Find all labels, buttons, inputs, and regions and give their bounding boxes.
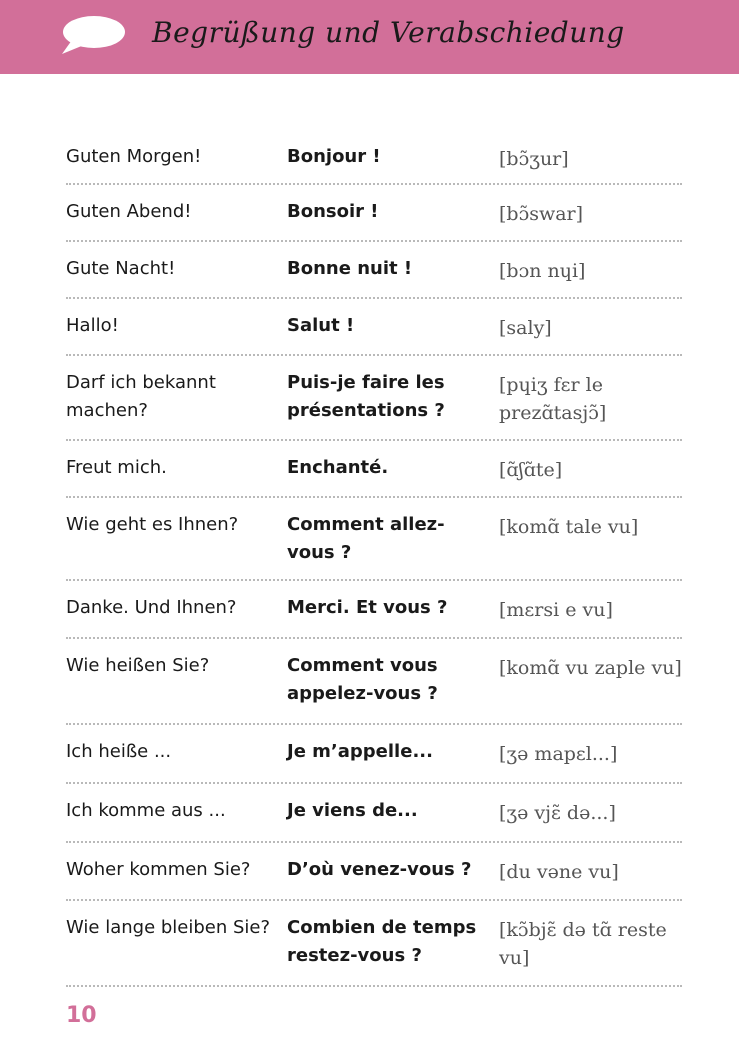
table-row — [66, 581, 682, 639]
french-phrase: Comment allez-vous ? — [287, 514, 445, 563]
pronunciation: [ɑ̃ʃɑ̃te] — [499, 459, 563, 481]
pronunciation: [du vəne vu] — [499, 861, 619, 883]
table-row — [66, 356, 682, 441]
pronunciation: [komɑ̃ tale vu] — [499, 516, 639, 538]
phrase-table — [66, 130, 682, 987]
pronunciation: [bɔ̃ʒur] — [499, 148, 569, 170]
german-phrase: Wie geht es Ihnen? — [66, 514, 239, 535]
french-phrase: Enchanté. — [287, 457, 389, 478]
pronunciation: [komɑ̃ vu zaple vu] — [499, 657, 682, 679]
german-phrase: Wie heißen Sie? — [66, 655, 210, 676]
pronunciation: [kɔ̃bjɛ̃ də tɑ̃ reste vu] — [499, 919, 667, 969]
pronunciation: [bɔn nɥi] — [499, 260, 586, 282]
table-row — [66, 901, 682, 987]
french-phrase: Combien de temps restez-vous ? — [287, 917, 477, 966]
german-phrase: Guten Abend! — [66, 201, 192, 222]
german-phrase: Danke. Und Ihnen? — [66, 597, 237, 618]
table-row — [66, 185, 682, 242]
pronunciation: [saly] — [499, 317, 552, 339]
table-row — [66, 784, 682, 843]
french-phrase: D’où venez-vous ? — [287, 859, 472, 880]
speech-bubble-icon — [58, 14, 126, 56]
pronunciation: [ʒə mapɛl...] — [499, 743, 618, 765]
german-phrase: Woher kommen Sie? — [66, 859, 251, 880]
page-header — [0, 0, 739, 74]
pronunciation: [mɛrsi e vu] — [499, 599, 613, 621]
german-phrase: Freut mich. — [66, 457, 167, 478]
german-phrase: Guten Morgen! — [66, 146, 202, 167]
table-row — [66, 242, 682, 299]
french-phrase: Merci. Et vous ? — [287, 597, 448, 618]
french-phrase: Bonne nuit ! — [287, 258, 413, 279]
page-title: Begrüßung und Verabschiedung — [152, 16, 625, 49]
table-row — [66, 843, 682, 901]
french-phrase: Je viens de... — [287, 800, 418, 821]
german-phrase: Gute Nacht! — [66, 258, 176, 279]
pronunciation: [pɥiʒ fɛr le prezɑ̃tasjɔ̃] — [499, 374, 607, 424]
german-phrase: Wie lange bleiben Sie? — [66, 917, 271, 938]
pronunciation: [bɔ̃swar] — [499, 203, 584, 225]
german-phrase: Ich komme aus ... — [66, 800, 226, 821]
pronunciation: [ʒə vjɛ̃ də...] — [499, 802, 616, 824]
table-row — [66, 639, 682, 725]
french-phrase: Bonsoir ! — [287, 201, 379, 222]
french-phrase: Puis-je faire les présentations ? — [287, 372, 445, 421]
german-phrase: Hallo! — [66, 315, 119, 336]
french-phrase: Salut ! — [287, 315, 355, 336]
table-row — [66, 725, 682, 784]
french-phrase: Je m’appelle... — [287, 741, 433, 762]
table-row — [66, 299, 682, 356]
table-row — [66, 498, 682, 581]
german-phrase: Darf ich bekannt machen? — [66, 372, 216, 421]
french-phrase: Comment vous appelez-vous ? — [287, 655, 438, 704]
page-number: 10 — [66, 1003, 97, 1028]
french-phrase: Bonjour ! — [287, 146, 381, 167]
table-row — [66, 441, 682, 498]
table-row — [66, 130, 682, 185]
german-phrase: Ich heiße ... — [66, 741, 172, 762]
